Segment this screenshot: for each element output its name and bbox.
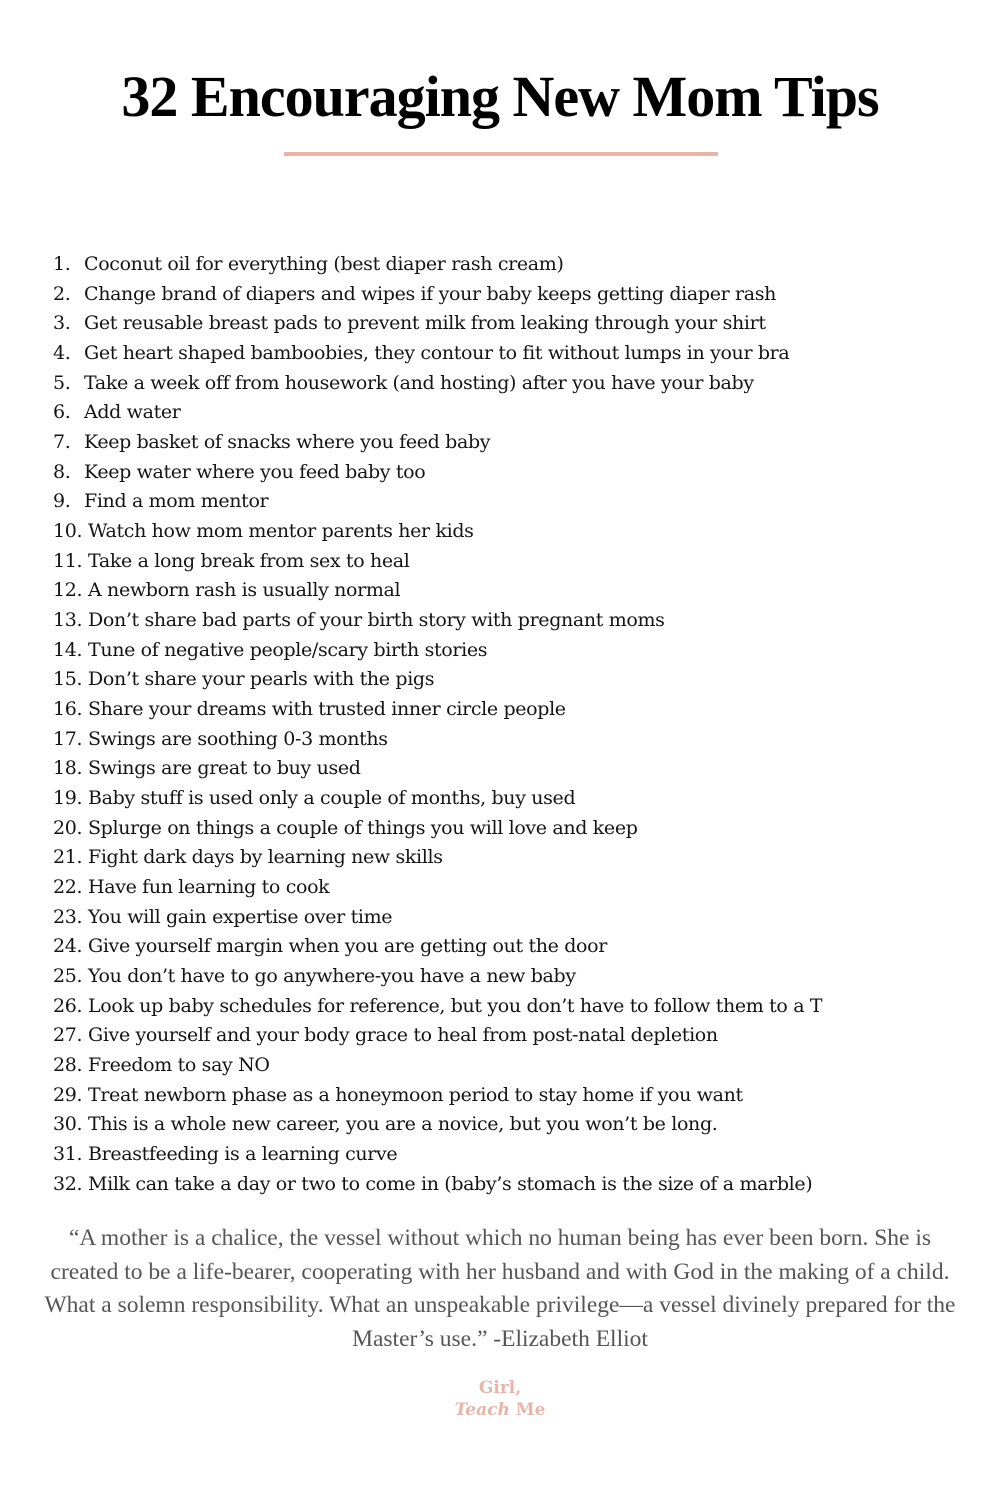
list-item: [0, 606, 1000, 636]
list-item-number: 8.: [53, 460, 71, 483]
list-item-text: Fight dark days by learning new skills: [88, 846, 443, 869]
logo-italic-word: Teach: [454, 1400, 510, 1420]
list-item-text: You don’t have to go anywhere-you have a new baby: [88, 965, 576, 988]
list-item: [0, 1051, 1000, 1081]
list-item-number: 19.: [53, 787, 83, 810]
title-divider: [284, 152, 718, 156]
list-item-number: 32.: [53, 1172, 83, 1195]
list-item-text: Look up baby schedules for reference, but you don’t have to follow them to a T: [88, 994, 823, 1017]
list-item-number: 5.: [53, 371, 71, 394]
list-item-text: Breastfeeding is a learning curve: [88, 1143, 398, 1166]
list-item-number: 13.: [53, 609, 83, 632]
list-item: [0, 547, 1000, 577]
list-item-text: Don’t share your pearls with the pigs: [88, 668, 435, 691]
list-item-number: 20.: [53, 816, 83, 839]
list-item: [0, 843, 1000, 873]
list-item-text: Don’t share bad parts of your birth story with pregnant moms: [88, 609, 665, 632]
list-item-text: Keep basket of snacks where you feed baby: [84, 431, 491, 454]
list-item: [0, 695, 1000, 725]
list-item-number: 31.: [53, 1143, 83, 1166]
list-item: [0, 280, 1000, 310]
list-item-text: A newborn rash is usually normal: [88, 579, 401, 602]
list-item: [0, 428, 1000, 458]
list-item-number: 30.: [53, 1113, 83, 1136]
list-item-number: 15.: [53, 668, 83, 691]
list-item: [0, 1021, 1000, 1051]
list-item-number: 1.: [53, 253, 71, 275]
list-item: [0, 932, 1000, 962]
list-item: [0, 576, 1000, 606]
list-item: [0, 754, 1000, 784]
list-item-number: 27.: [53, 1024, 83, 1047]
list-item-text: Tune of negative people/scary birth stories: [88, 638, 488, 661]
list-item: [0, 309, 1000, 339]
list-item-number: 16.: [53, 698, 83, 721]
list-item: [0, 250, 1000, 280]
list-item-number: 21.: [53, 846, 83, 869]
list-item-text: Milk can take a day or two to come in (baby’s stomach is the size of a marble): [88, 1172, 813, 1195]
list-item-text: Swings are great to buy used: [88, 757, 361, 780]
brand-logo: [0, 1377, 1000, 1421]
list-item-number: 14.: [53, 638, 83, 661]
list-item-number: 22.: [53, 876, 83, 899]
list-item-number: 29.: [53, 1083, 83, 1106]
list-item: [0, 369, 1000, 399]
list-item-text: Change brand of diapers and wipes if your baby keeps getting diaper rash: [84, 282, 777, 305]
list-item-text: Take a long break from sex to heal: [88, 549, 410, 572]
list-item-text: Add water: [84, 401, 181, 424]
list-item: [0, 517, 1000, 547]
list-item: [0, 725, 1000, 755]
logo-line-2: [0, 1399, 1000, 1421]
list-item-text: You will gain expertise over time: [88, 905, 393, 928]
list-item-number: 17.: [53, 727, 83, 750]
list-item: [0, 665, 1000, 695]
list-item: [0, 1170, 1000, 1200]
list-item: [0, 458, 1000, 488]
list-item-text: Splurge on things a couple of things you will love and keep: [88, 816, 638, 839]
list-item: [0, 873, 1000, 903]
list-item-number: 7.: [53, 431, 71, 454]
list-item: [0, 398, 1000, 428]
list-item-text: Give yourself and your body grace to heal from post-natal depletion: [88, 1024, 718, 1047]
list-item-number: 3.: [53, 312, 71, 335]
list-item-text: Swings are soothing 0-3 months: [88, 727, 388, 750]
list-item-number: 10.: [53, 520, 83, 543]
list-item: [0, 962, 1000, 992]
list-item: [0, 339, 1000, 369]
list-item: [0, 1110, 1000, 1140]
list-item-text: Treat newborn phase as a honeymoon period to stay home if you want: [88, 1083, 743, 1106]
list-item-number: 24.: [53, 935, 83, 958]
list-item: [0, 992, 1000, 1022]
list-item-text: Baby stuff is used only a couple of months, buy used: [88, 787, 576, 810]
list-item: [0, 784, 1000, 814]
list-item-number: 23.: [53, 905, 83, 928]
list-item-number: 26.: [53, 994, 83, 1017]
list-item-text: This is a whole new career, you are a novice, but you won’t be long.: [88, 1113, 718, 1136]
list-item: [0, 1081, 1000, 1111]
list-item-number: 28.: [53, 1054, 83, 1077]
list-item-text: Keep water where you feed baby too: [84, 460, 426, 483]
list-item-text: Give yourself margin when you are getting out the door: [88, 935, 607, 958]
list-item-text: Freedom to say NO: [88, 1054, 270, 1077]
list-item-text: Coconut oil for everything (best diaper rash cream): [84, 253, 564, 275]
list-item-number: 11.: [53, 549, 83, 572]
list-item-text: Watch how mom mentor parents her kids: [88, 520, 474, 543]
list-item: [0, 487, 1000, 517]
list-item-number: 2.: [53, 282, 71, 305]
page-title: 32 Encouraging New Mom Tips: [121, 64, 879, 129]
list-item-text: Get heart shaped bamboobies, they contour to fit without lumps in your bra: [84, 342, 790, 365]
list-item-number: 25.: [53, 965, 83, 988]
list-item: [0, 814, 1000, 844]
list-item-number: 4.: [53, 342, 71, 365]
logo-line-2-rest: Me: [509, 1400, 546, 1420]
list-item-text: Get reusable breast pads to prevent milk from leaking through your shirt: [84, 312, 766, 335]
list-item-number: 12.: [53, 579, 83, 602]
tips-list: [0, 250, 1000, 1200]
list-item-number: 9.: [53, 490, 71, 513]
closing-quote: “A mother is a chalice, the vessel without which no human being has ever been born. She is created to be a life-bearer, cooperating with her husband and with God in the making of a child. What a solemn responsibility. What an unspeakable privilege—a vessel divinely prepared for the Master’s use.” -Elizabeth Elliot: [44, 1225, 956, 1352]
list-item: [0, 903, 1000, 933]
list-item-number: 6.: [53, 401, 71, 424]
list-item: [0, 1140, 1000, 1170]
list-item-text: Take a week off from housework (and hosting) after you have your baby: [84, 371, 754, 394]
logo-line-1: Girl,: [478, 1378, 522, 1398]
list-item-text: Have fun learning to cook: [88, 876, 330, 899]
list-item-text: Share your dreams with trusted inner circle people: [88, 698, 566, 721]
list-item-number: 18.: [53, 757, 83, 780]
list-item: [0, 636, 1000, 666]
list-item-text: Find a mom mentor: [84, 490, 269, 513]
